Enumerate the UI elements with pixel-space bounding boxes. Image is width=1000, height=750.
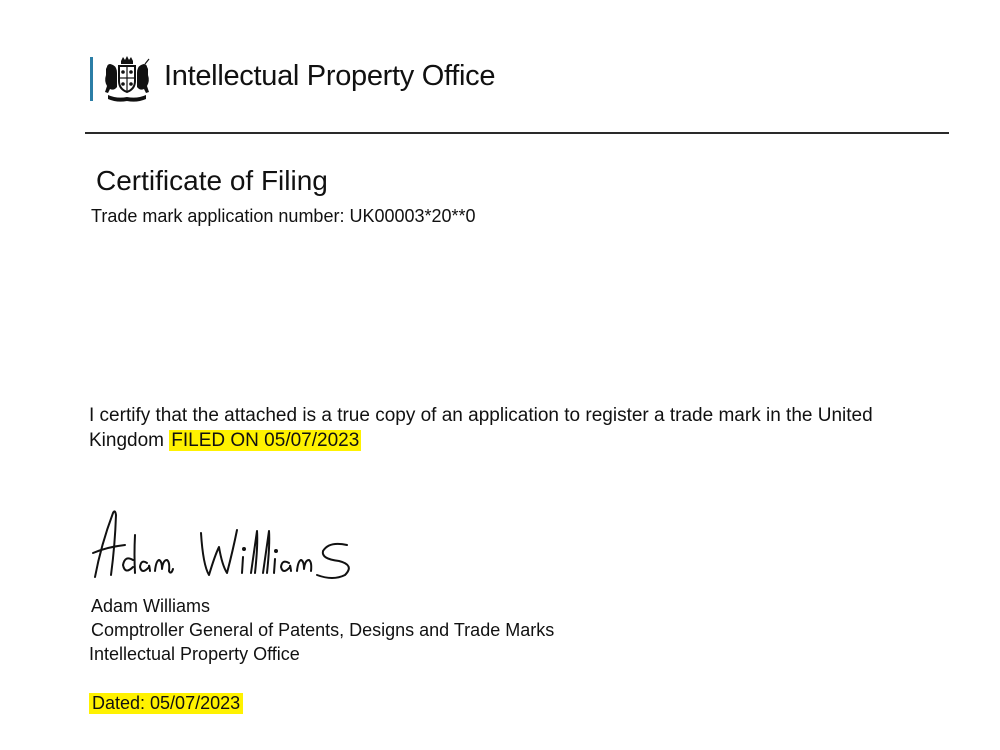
statement-text: I certify that the attached is a true copy of an application to register a trade mark in the United Kingdom [89, 405, 873, 451]
signatory-title: Comptroller General of Patents, Designs and Trade Marks [91, 620, 555, 640]
handwritten-signature [85, 505, 385, 590]
signatory-organisation: Intellectual Property Office [89, 644, 300, 664]
logo-accent-bar [90, 57, 93, 101]
filed-on-highlight: FILED ON 05/07/2023 [171, 430, 360, 451]
dated-highlight: Dated: 05/07/2023 [89, 693, 243, 714]
royal-coat-of-arms-icon [102, 55, 152, 103]
header-divider [85, 132, 949, 134]
signatory-name: Adam Williams [91, 596, 211, 616]
certification-statement [89, 403, 919, 453]
application-number: Trade mark application number: UK00003*20**0 [91, 206, 476, 226]
certificate-title: Certificate of Filing [96, 165, 328, 196]
office-name: Intellectual Property Office [164, 60, 496, 92]
